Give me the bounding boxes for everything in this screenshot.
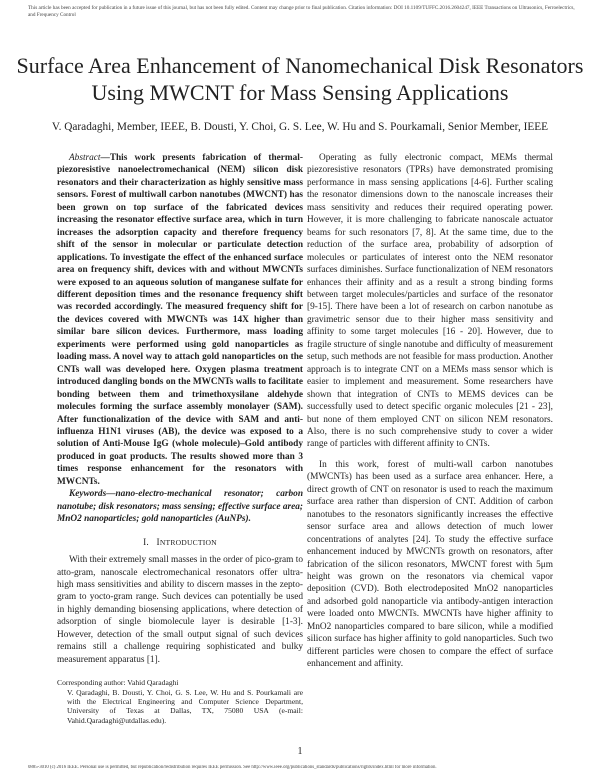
footnote-corresponding-author: Corresponding author: Vahid Qaradaghi (57, 678, 179, 688)
footnote-affiliations: V. Qaradaghi, B. Dousti, Y. Choi, G. S. Lee, W. Hu and S. Pourkamali are with the Electrical Engineering and Computer Science Department, University of Texas at Dallas, TX, 75080 USA (e-mail: Vahid.Qaradaghi@utdallas.edu). (67, 687, 303, 725)
title-line-2: Using MWCNT for Mass Sensing Applications (91, 80, 509, 105)
header-note: This article has been accepted for publication in a future issue of this journal, but has not been fully edited. Content may change prior to final publication. Citation information: DOI 10.1109/TUFFC.2016.2604247, IEEE Transactions on Ultrasonics, Ferroelectrics, and Frequency Control (28, 5, 575, 18)
title-line-1: Surface Area Enhancement of Nanomechanical Disk Resonators (16, 53, 584, 78)
footer-note: 0885-3010 (c) 2016 IEEE. Personal use is permitted, but republication/redistribution requires IEEE permission. See http://www.ieee.org/publications_standards/publications/rights/index.html for more information. (28, 765, 437, 770)
abstract-text: —This work presents fabrication of thermal-piezoresistive nanoelectromechanical (NEM) silicon disk resonators and their characterization as highly sensitive mass sensors. Forest of multiwall carbon nanotubes (MWCNT) has been grown on top surface of the fabricated devices increasing the resonator effective surface area, which in turn increases the adsorption capacity and therefore frequency shift of the sensor in molecular or particulate detection applications. To investigate the effect of the enhanced surface area on frequency shift, devices with and without MWCNTs were exposed to an aqueous solution of manganese sulfate for different deposition times and the resonance frequency shift was recorded accordingly. The measured frequency shift for the devices covered with MWCNTs was 14X higher than similar bare silicon devices. Furthermore, mass loading experiments were performed using gold nanoparticles as loading mass. A novel way to attach gold nanoparticles on the CNTs wall was developed here. Oxygen plasma treatment introduced dangling bonds on the MWCNTs walls to facilitate bonding between them and trimethoxysilane aldehyde molecules forming the surface assembly monolayer (SAM). After functionalization of the device with SAM and anti-influenza H1N1 viruses (AB), the device was exposed to a solution of Anti-Mouse IgG (whole molecule)–Gold antibody produced in goat products. The results showed more than 3 times response enhancement for the resonators with MWCNTs. (57, 153, 303, 487)
section-heading (57, 537, 303, 549)
footnote (57, 678, 303, 725)
abstract-label: Abstract (69, 153, 101, 163)
keywords-text: —nano-electro-mechanical resonator; carbon nanotube; disk resonators; mass sensing; effective surface area; MnO2 nanoparticles; gold nanoparticles (AuNPs). (57, 489, 303, 525)
left-column (57, 152, 303, 725)
intro-paragraph: With their extremely small masses in the order of pico-gram to atto-gram, nanoscale electromechanical resonators offer ultra-high mass sensitivities and ability to discern masses in the zepto-gram to yocto-gram range. Such devices can potentially be used in highly demanding biosensing applications, where detection of adsorption of single biomolecule layer is desirable [1-3]. However, detection of the small output signal of such devices remains still a challenge requiring sophisticated and bulky measurement apparatus [1]. (57, 555, 303, 665)
page-number: 1 (297, 746, 303, 757)
abstract (57, 152, 303, 488)
right-column (307, 152, 553, 671)
section-title-first: I (156, 537, 160, 548)
paper-title (0, 52, 600, 106)
right-paragraph-2: In this work, forest of multi-wall carbon nanotubes (MWCNTs) has been used as a surface area enhancer. Here, a direct growth of CNT on resonator is used to reach the maximum surface area rather than dispersion of CNT. Addition of carbon nanotubes to the resonators significantly increases the effective sensor surface area and allows detection of much lower concentrations of analytes [24]. To study the effective surface enhancement induced by MWCNTs growth on resonators, after fabrication of the silicon resonators, MWCNT forest with 5μm height was grown on the resonators via chemical vapor deposition (CVD). Both electrodeposited MnO2 nanoparticles and adsorbed gold nanoparticle via antibody-antigen interaction were loaded onto MWCNTs. MWCNTs have higher affinity to MnO2 nanoparticles compared to bare silicon, while a modified silicon surface has higher affinity to gold nanoparticles. Such two different particles were chosen to compare the effect of surface enhancement and affinity. (307, 459, 553, 670)
section-number: I. (143, 537, 149, 548)
author-list: V. Qaradaghi, Member, IEEE, B. Dousti, Y. Choi, G. S. Lee, W. Hu and S. Pourkamali, Senior Member, IEEE (51, 121, 549, 133)
keywords (57, 488, 303, 525)
section-title-rest: NTRODUCTION (159, 537, 217, 547)
right-paragraph-1: Operating as fully electronic compact, MEMs thermal piezoresistive resonators (TPRs) have demonstrated promising performance in mass sensing applications [4-6]. Further scaling the resonator dimensions down to the nanoscale increases their mass sensitivity and reduces their required operating power. However, it is more challenging to fabricate nanoscale actuator beams for such resonators [7, 8]. At the same time, due to the reduction of the surface area, probability of adsorption of molecules or particulates of interest onto the NEM resonator surfaces diminishes. Surface functionalization of NEM resonators enhances their affinity and as a result a strong binding forms between target molecules/particles and surface of the resonator [9-15]. There have been a lot of research on carbon nanotube as gravimetric sensor due to their higher mass sensitivity and affinity to some target molecules [16 - 20]. However, due to fragile structure of single nanotube and difficulty of measurement setup, such methods are not feasible for mass production. Another approach is to integrate CNT on a MEMs mass sensor which is easier to implement and measurement. Some researchers have shown that integration of CNTs to MEMS devices can be successfully used to detect specific organic molecules [21 - 23], but none of them employed CNT on silicon NEM resonators. Also, there is no such comprehensive study to cover a wider range of particles with different affinity to CNTs. (307, 153, 553, 450)
keywords-label: Keywords (69, 489, 107, 500)
